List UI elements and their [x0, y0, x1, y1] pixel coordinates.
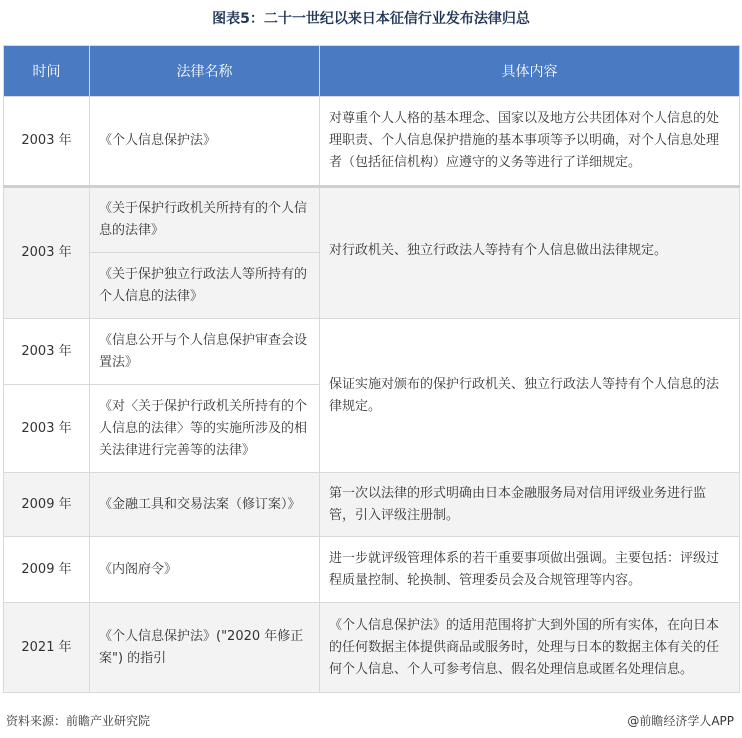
year-cell: 2003 年 — [4, 187, 90, 319]
law-table — [3, 45, 740, 693]
content-cell: 进一步就评级管理体系的若干重要事项做出强调。主要包括：评级过程质量控制、轮换制、管理委员会及合规管理等内容。 — [320, 537, 740, 603]
law-cell: 《关于保护独立行政法人等所持有的个人信息的法律》 — [90, 253, 320, 319]
table-row — [4, 97, 740, 187]
table-title: 图表5：二十一世纪以来日本征信行业发布法律归总 — [212, 11, 530, 27]
year-cell: 2003 年 — [4, 97, 90, 187]
table-row — [4, 537, 740, 603]
law-cell: 《个人信息保护法》("2020 年修正案") 的指引 — [90, 603, 320, 693]
law-cell: 《个人信息保护法》 — [90, 97, 320, 187]
year-cell: 2003 年 — [4, 319, 90, 385]
table-header — [4, 46, 740, 97]
table-row — [4, 603, 740, 693]
content-cell: 对行政机关、独立行政法人等持有个人信息做出法律规定。 — [320, 187, 740, 319]
header-content: 具体内容 — [320, 46, 740, 97]
year-cell: 2021 年 — [4, 603, 90, 693]
year-cell: 2009 年 — [4, 537, 90, 603]
source-note: 资料来源：前瞻产业研究院 — [6, 714, 151, 728]
content-cell: 第一次以法律的形式明确由日本金融服务局对信用评级业务进行监管，引入评级注册制。 — [320, 473, 740, 537]
table-row — [4, 187, 740, 253]
content-cell: 《个人信息保护法》的适用范围将扩大到外国的所有实体，在向日本的任何数据主体提供商品或服务时，处理与日本的数据主体有关的任何个人信息、个人可参考信息、假名处理信息或匿名处理信息。 — [320, 603, 740, 693]
header-time: 时间 — [4, 46, 90, 97]
year-cell: 2009 年 — [4, 473, 90, 537]
content-cell: 保证实施对颁布的保护行政机关、独立行政法人等持有个人信息的法律规定。 — [320, 319, 740, 473]
table-row — [4, 473, 740, 537]
header-law-name: 法律名称 — [90, 46, 320, 97]
law-cell: 《信息公开与个人信息保护审查会设置法》 — [90, 319, 320, 385]
year-cell: 2003 年 — [4, 385, 90, 473]
brand-credit: @前瞻经济学人APP — [627, 714, 734, 728]
law-cell: 《金融工具和交易法案（修订案）》 — [90, 473, 320, 537]
content-cell: 对尊重个人人格的基本理念、国家以及地方公共团体对个人信息的处理职责、个人信息保护措施的基本事项等予以明确，对个人信息处理者（包括征信机构）应遵守的义务等进行了详细规定。 — [320, 97, 740, 187]
law-cell: 《对〈关于保护行政机关所持有的个人信息的法律〉等的实施所涉及的相关法律进行完善等的法律》 — [90, 385, 320, 473]
table-row — [4, 319, 740, 385]
law-cell: 《关于保护行政机关所持有的个人信息的法律》 — [90, 187, 320, 253]
law-cell: 《内阁府令》 — [90, 537, 320, 603]
